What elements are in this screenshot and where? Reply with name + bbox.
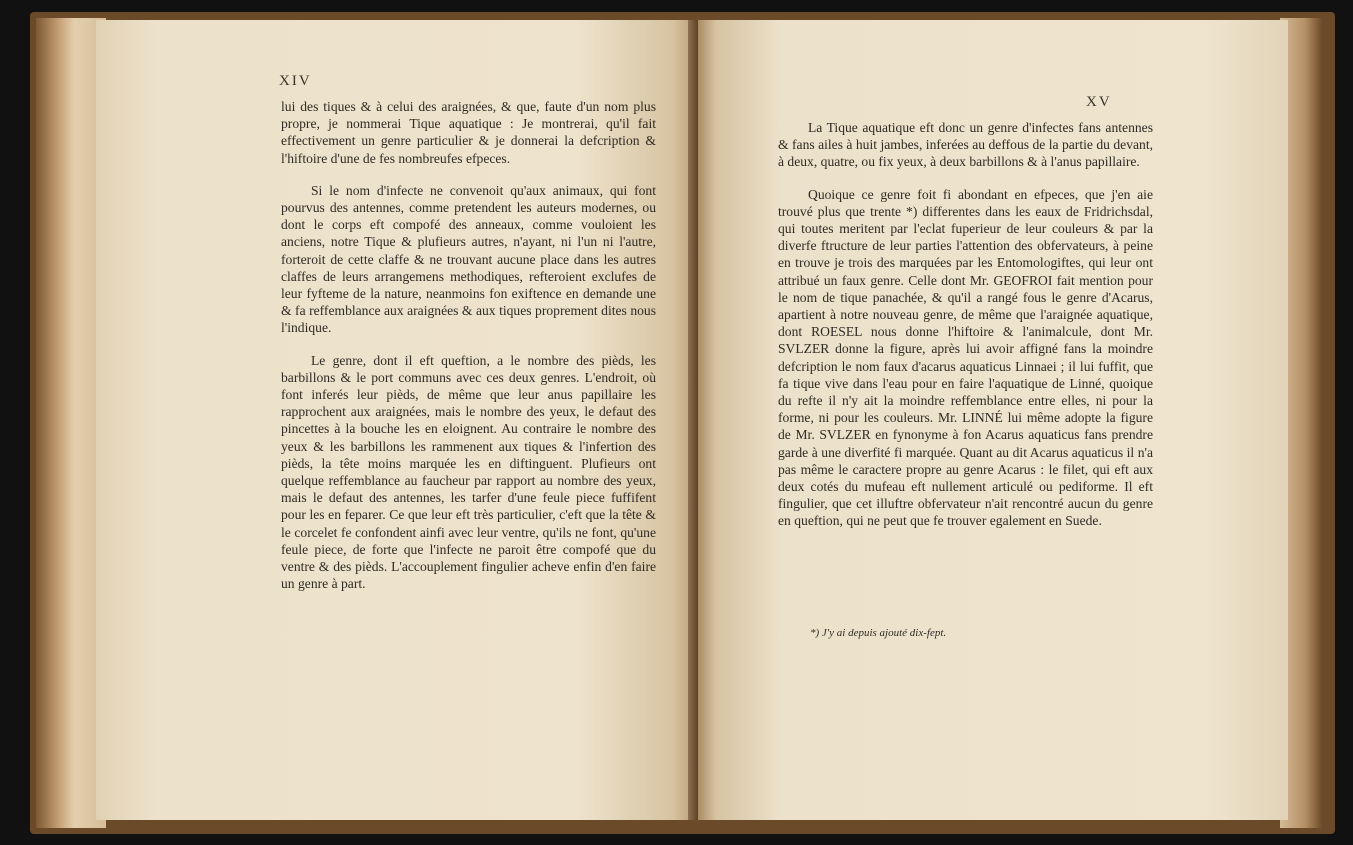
paragraph: Quoique ce genre foit fi abondant en efpeces, que j'en aie trouvé plus que trente *) differentes dans les eaux de Fridrichsdal, qui toutes meritent par l'eclat fuperieur de leur couleurs & par la diverfe ftructure de leur parties l'attention des obfervateurs, à peine en trouve je trois des marquées par les Entomologiftes, qui leur ont attribué un faux genre. Celle dont Mr. GEOFROI fait mention pour le nom de tique panachée, & qu'il a rangé fous le genre d'Acarus, apartient à notre nouveau genre, de même que l'araignée aquatique, dont ROESEL nous donne l'hiftoire & l'animalcule, dont Mr. SVLZER donne la figure, après lui avoir affigné fans la moindre defcription le nom faux d'acarus aquaticus Linnaei ; il lui fuffit, que fa tique vive dans l'eau pour en faire l'aquatique de Linné, quoique du refte il n'y ait la moindre reffemblance entre elles, ni pour la forme, ni pour les couleurs. Mr. LINNÉ lui même adopte la figure de Mr. SVLZER en fynonyme à fon Acarus aquaticus fans prendre garde à une diverfité fi marquée. Quant au dit Acarus aquaticus il n'a pas même le caractere propre au genre Acarus : le filet, qui eft aux deux cotés du mufeau eft nullement articulé ou pediforme. Il eft fingulier, que cet illuftre obfervateur n'ait rencontré aucun du genre en queftion, qui ne peut que fe trouver egalement en Suede. [778, 186, 1153, 529]
right-page [698, 20, 1288, 820]
page-number: XV [1086, 94, 1112, 110]
left-page [96, 20, 696, 820]
footnote: *) J'y ai depuis ajouté dix-fept. [810, 627, 947, 639]
paragraph: lui des tiques & à celui des araignées, & que, faute d'un nom plus propre, je nommerai Tique aquatique : Je montrerai, qu'il fait effectivement un genre particulier & je donnerai la defcription & l'hiftoire d'une de fes nombreufes efpeces. [281, 99, 656, 166]
left-page-text [281, 98, 656, 607]
paragraph: La Tique aquatique eft donc un genre d'infectes fans antennes & fans ailes à huit jambes, inferées au deffous de la partie du devant, à deux, quatre, ou fix yeux, à deux barbillons & à l'anus papillaire. [778, 120, 1153, 170]
paragraph: Si le nom d'infecte ne convenoit qu'aux animaux, qui font pourvus des antennes, comme pretendent les auteurs modernes, ou dont le corps eft compofé des anneaux, comme vouloient les anciens, notre Tique & plufieurs autres, n'ayant, ni l'un ni l'autre, forteroit de cette claffe & ne trouvant aucune place dans les autres claffes de leurs arrangemens methodiques, refteroient exclufes de leur fyfteme de la nature, neanmoins fon exiftence en demande une & fa reffemblance aux araignées & aux tiques proprement dites nous l'indique. [281, 182, 656, 336]
right-page-text [778, 119, 1153, 545]
paragraph: Le genre, dont il eft queftion, a le nombre des pièds, les barbillons & le port communs avec ces deux genres. L'endroit, où font inferés leur pièds, de même que leur anus papillaire les rapprochent aux araignées, mais le nombre des yeux, le defaut des pincettes à la bouche les en eloignent. Au contraire le nombre des yeux & les barbillons les rammenent aux tiques & l'infertion des pièds, la tête moins marquée les en diftinguent. Plufieurs ont quelque reffemblance au faucheur par rapport au nombre des yeux, mais le defaut des antennes, les tarfer d'une feule piece fuffifent pour les en feparer. Ce que leur eft très particulier, c'eft que la tête & le corcelet fe confondent ainfi avec leur ventre, qu'ils ne font, qu'une feule piece, de forte que l'infecte ne paroit être compofé que du ventre & des pièds. L'accouplement fingulier acheve enfin d'en faire un genre à part. [281, 352, 656, 592]
page-number: XIV [279, 73, 312, 89]
